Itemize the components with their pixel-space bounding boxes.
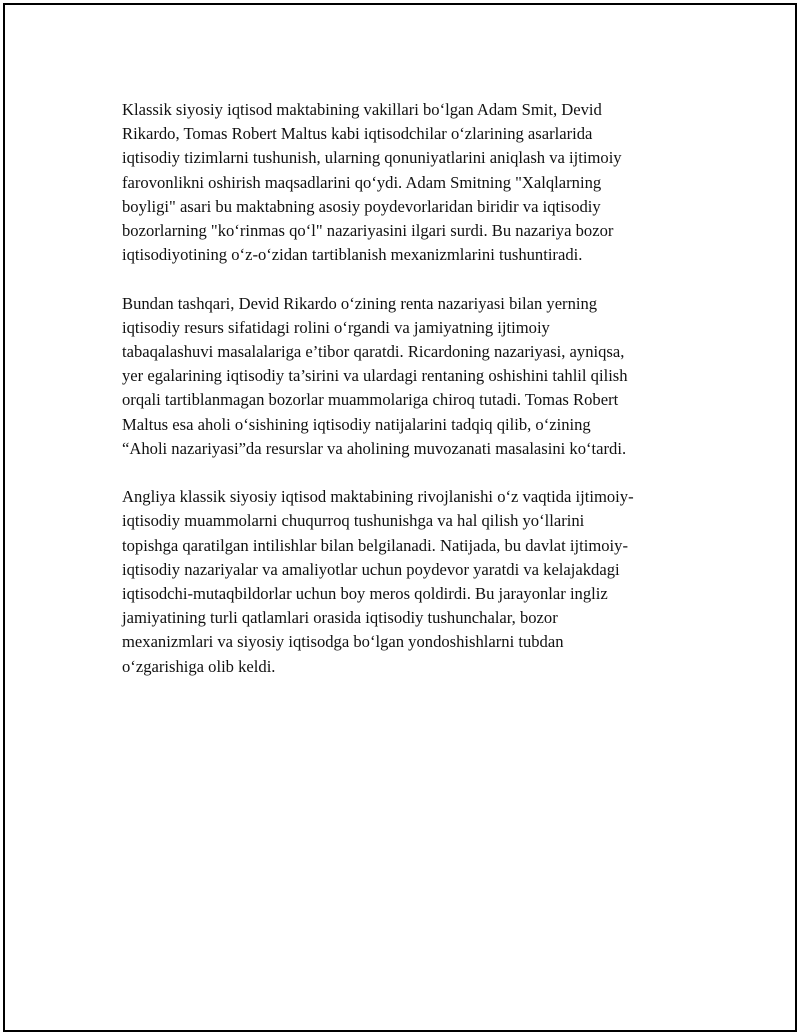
text-line: iqtisodiy tizimlarni tushunish, ularning qonuniyatlarini aniqlash va ijtimoiy bbox=[122, 148, 622, 168]
text-line: Rikardo, Tomas Robert Maltus kabi iqtisodchilar o‘zlarining asarlarida bbox=[122, 124, 593, 144]
document-body bbox=[122, 98, 670, 703]
text-line: jamiyatining turli qatlamlari orasida iqtisodiy tushunchalar, bozor bbox=[122, 608, 558, 628]
text-line: bozorlarning "ko‘rinmas qo‘l" nazariyasini ilgari surdi. Bu nazariya bozor bbox=[122, 221, 614, 241]
text-line: topishga qaratilgan intilishlar bilan belgilanadi. Natijada, bu davlat ijtimoiy- bbox=[122, 535, 628, 555]
text-line: “Aholi nazariyasi”da resurslar va aholining muvozanati masalasini ko‘tardi. bbox=[122, 438, 627, 458]
paragraph-2 bbox=[122, 292, 670, 461]
paragraph-3 bbox=[122, 485, 670, 679]
text-line: iqtisodiy muammolarni chuqurroq tushunishga va hal qilish yo‘llarini bbox=[122, 511, 585, 531]
paragraph-1 bbox=[122, 98, 670, 267]
text-line: iqtisodiy resurs sifatidagi rolini o‘rgandi va jamiyatning ijtimoiy bbox=[122, 317, 550, 337]
text-line: farovonlikni oshirish maqsadlarini qo‘ydi. Adam Smitning "Xalqlarning bbox=[122, 172, 602, 192]
text-line: orqali tartiblanmagan bozorlar muammolariga chiroq tutadi. Tomas Robert bbox=[122, 390, 619, 410]
text-line: o‘zgarishiga olib keldi. bbox=[122, 656, 276, 676]
text-line: tabaqalashuvi masalalariga e’tibor qaratdi. Ricardoning nazariyasi, ayniqsa, bbox=[122, 342, 625, 362]
text-line: Bundan tashqari, Devid Rikardo o‘zining renta nazariyasi bilan yerning bbox=[122, 293, 598, 313]
text-line: iqtisodiyotining o‘z-o‘zidan tartiblanish mexanizmlarini tushuntiradi. bbox=[122, 245, 583, 265]
document-page bbox=[3, 3, 797, 1032]
text-line: mexanizmlari va siyosiy iqtisodga bo‘lgan yondoshishlarni tubdan bbox=[122, 632, 564, 652]
text-line: iqtisodchi-mutaqbildorlar uchun boy meros qoldirdi. Bu jarayonlar ingliz bbox=[122, 584, 608, 604]
text-line: boyligi" asari bu maktabning asosiy poydevorlaridan biridir va iqtisodiy bbox=[122, 196, 601, 216]
text-line: yer egalarining iqtisodiy ta’sirini va ulardagi rentaning oshishini tahlil qilish bbox=[122, 366, 628, 386]
text-line: Klassik siyosiy iqtisod maktabining vakillari bo‘lgan Adam Smit, Devid bbox=[122, 100, 602, 119]
text-line: Angliya klassik siyosiy iqtisod maktabining rivojlanishi o‘z vaqtida ijtimoiy- bbox=[122, 487, 634, 507]
text-line: Maltus esa aholi o‘sishining iqtisodiy natijalarini tadqiq qilib, o‘zining bbox=[122, 414, 591, 434]
text-line: iqtisodiy nazariyalar va amaliyotlar uchun poydevor yaratdi va kelajakdagi bbox=[122, 559, 620, 579]
